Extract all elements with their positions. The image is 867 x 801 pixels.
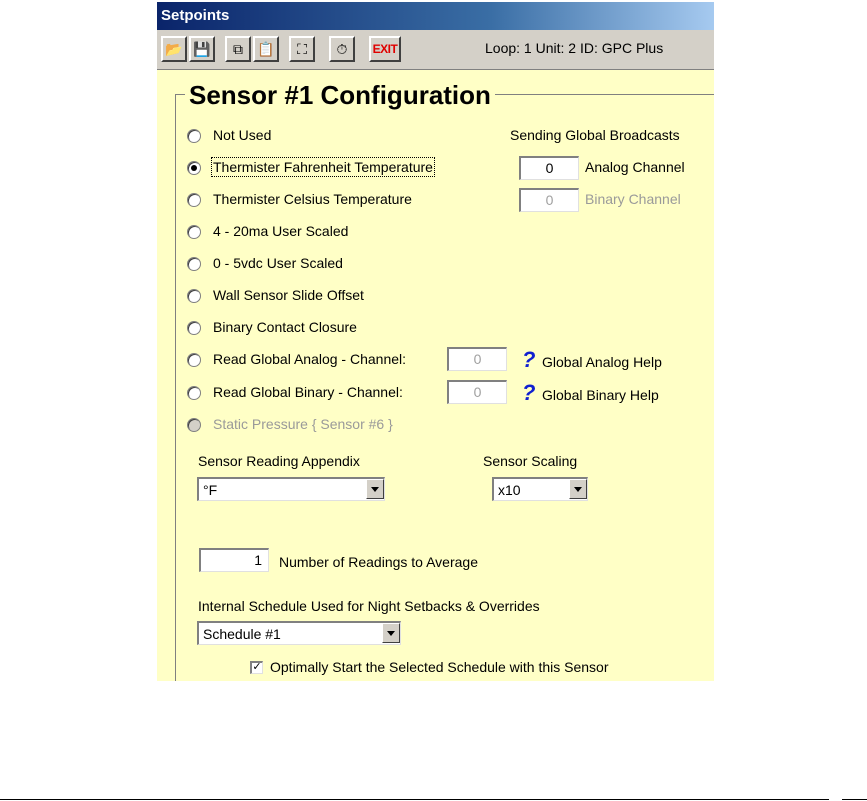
radio-read-global-binary[interactable] <box>187 386 201 400</box>
radio-0-5vdc[interactable] <box>187 257 201 271</box>
analog-channel-input[interactable]: 0 <box>519 156 579 180</box>
schedule-label: Internal Schedule Used for Night Setbacks & Overrides <box>198 598 540 614</box>
chevron-down-icon[interactable] <box>366 479 384 499</box>
radio-thermister-fahrenheit[interactable] <box>187 161 201 175</box>
option-label: Binary Contact Closure <box>213 319 357 335</box>
scaling-value: x10 <box>498 482 521 498</box>
option-label: 0 - 5vdc User Scaled <box>213 255 343 271</box>
scaling-select[interactable] <box>492 477 588 501</box>
window-title: Setpoints <box>157 2 714 30</box>
readings-average-label: Number of Readings to Average <box>279 554 478 570</box>
fit-icon[interactable]: ⛶ <box>289 36 315 62</box>
paste-icon[interactable]: 📋 <box>253 36 279 62</box>
analog-channel-label: Analog Channel <box>585 159 685 175</box>
option-label: Static Pressure { Sensor #6 } <box>213 416 393 432</box>
scaling-label: Sensor Scaling <box>483 453 578 469</box>
schedule-value: Schedule #1 <box>203 626 281 642</box>
toolbar <box>157 30 714 70</box>
readings-average-input[interactable]: 1 <box>199 548 269 572</box>
footer-rule <box>0 799 829 800</box>
option-label: Not Used <box>213 127 272 143</box>
footer-rule-tick <box>842 799 867 800</box>
option-label: Read Global Analog - Channel: <box>213 351 407 367</box>
option-label: Thermister Celsius Temperature <box>213 191 412 207</box>
radio-thermister-celsius[interactable] <box>187 193 201 207</box>
global-analog-help-link[interactable]: Global Analog Help <box>542 354 662 370</box>
global-binary-help-link[interactable]: Global Binary Help <box>542 387 659 403</box>
radio-binary-contact-closure[interactable] <box>187 321 201 335</box>
optimal-start-label: Optimally Start the Selected Schedule with this Sensor <box>270 659 609 675</box>
radio-4-20ma[interactable] <box>187 225 201 239</box>
global-analog-channel-input[interactable]: 0 <box>447 347 507 371</box>
save-icon[interactable]: 💾 <box>189 36 215 62</box>
broadcasts-heading: Sending Global Broadcasts <box>510 127 680 143</box>
help-icon[interactable]: ? <box>522 347 536 372</box>
option-label: Wall Sensor Slide Offset <box>213 287 364 303</box>
binary-channel-label: Binary Channel <box>585 191 681 207</box>
radio-static-pressure <box>187 418 201 432</box>
copy-icon[interactable]: ⧉ <box>225 36 251 62</box>
loop-info: Loop: 1 Unit: 2 ID: GPC Plus <box>485 40 664 56</box>
exit-button[interactable]: EXIT <box>369 36 401 62</box>
appendix-label: Sensor Reading Appendix <box>198 453 360 469</box>
setpoints-window <box>157 2 714 681</box>
option-label: Read Global Binary - Channel: <box>213 384 403 400</box>
optimal-start-checkbox[interactable]: ✓ <box>250 661 263 674</box>
option-label: 4 - 20ma User Scaled <box>213 223 349 239</box>
option-label: Thermister Fahrenheit Temperature <box>213 159 433 175</box>
open-folder-icon[interactable]: 📂 <box>161 36 187 62</box>
appendix-select[interactable] <box>197 477 385 501</box>
radio-read-global-analog[interactable] <box>187 353 201 367</box>
appendix-value: °F <box>203 482 218 498</box>
schedule-select[interactable] <box>197 621 401 645</box>
radio-not-used[interactable] <box>187 129 201 143</box>
binary-channel-input[interactable]: 0 <box>519 188 579 212</box>
chevron-down-icon[interactable] <box>382 623 400 643</box>
config-heading: Sensor #1 Configuration <box>185 80 495 110</box>
global-binary-channel-input[interactable]: 0 <box>447 380 507 404</box>
chevron-down-icon[interactable] <box>569 479 587 499</box>
monitor-icon[interactable]: ⏱ <box>329 36 355 62</box>
help-icon[interactable]: ? <box>522 380 536 405</box>
radio-wall-sensor-slide-offset[interactable] <box>187 289 201 303</box>
